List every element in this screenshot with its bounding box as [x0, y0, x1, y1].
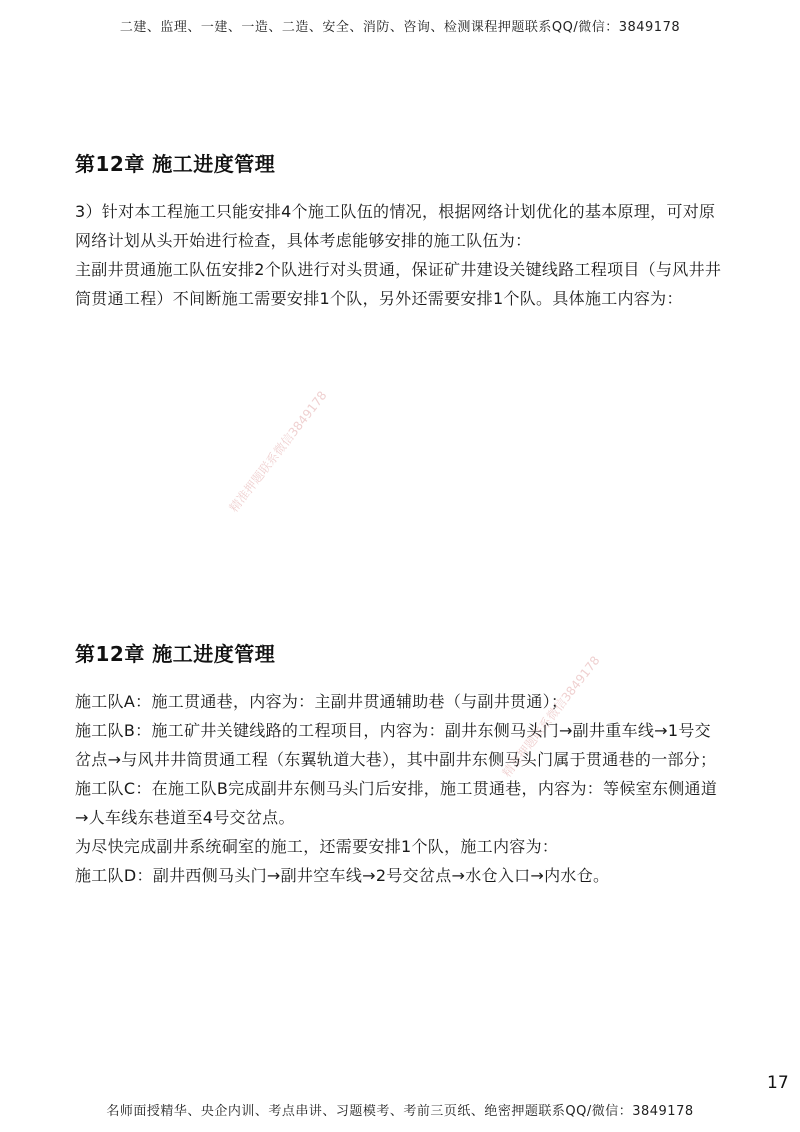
- header-banner: 二建、监理、一建、一造、二造、安全、消防、咨询、检测课程押题联系QQ/微信：3849178: [119, 20, 681, 35]
- watermark: 精准押题联系微信3849178: [226, 388, 330, 515]
- paragraph: 施工队D：副井西侧马头门→副井空车线→2号交岔点→水仓入口→内水仓。: [75, 866, 610, 885]
- watermark: 精准押题联系微信3849178: [499, 653, 603, 780]
- paragraph: 3）针对本工程施工只能安排4个施工队伍的情况，根据网络计划优化的基本原理，可对原网络计划从头开始进行检查，具体考虑能够安排的施工队伍为：: [75, 202, 716, 250]
- paragraph: 施工队A：施工贯通巷，内容为：主副井贯通辅助巷（与副井贯通）；: [75, 692, 568, 711]
- paragraph: 为尽快完成副井系统硐室的施工，还需要安排1个队，施工内容为：: [75, 837, 559, 856]
- paragraph: 施工队C：在施工队B完成副井东侧马头门后安排，施工贯通巷，内容为：等候室东侧通道→人车线东巷道至4号交岔点。: [75, 779, 718, 827]
- paragraph: 主副井贯通施工队伍安排2个队进行对头贯通，保证矿井建设关键线路工程项目（与风井井筒贯通工程）不间断施工需要安排1个队，另外还需要安排1个队。具体施工内容为：: [75, 260, 722, 308]
- footer-banner: 名师面授精华、央企内训、考点串讲、习题模考、考前三页纸、绝密押题联系QQ/微信：3849178: [106, 1104, 694, 1119]
- chapter-title: 第12章 施工进度管理: [75, 642, 276, 666]
- section-chapter-12-part-2: [75, 638, 725, 890]
- chapter-title: 第12章 施工进度管理: [75, 152, 276, 176]
- page-number: 17: [767, 1073, 789, 1093]
- section-chapter-12-part-1: [75, 148, 725, 313]
- paragraph: 施工队B：施工矿井关键线路的工程项目，内容为：副井东侧马头门→副井重车线→1号交岔点→与风井井筒贯通工程（东翼轨道大巷），其中副井东侧马头门属于贯通巷的一部分；: [75, 721, 717, 769]
